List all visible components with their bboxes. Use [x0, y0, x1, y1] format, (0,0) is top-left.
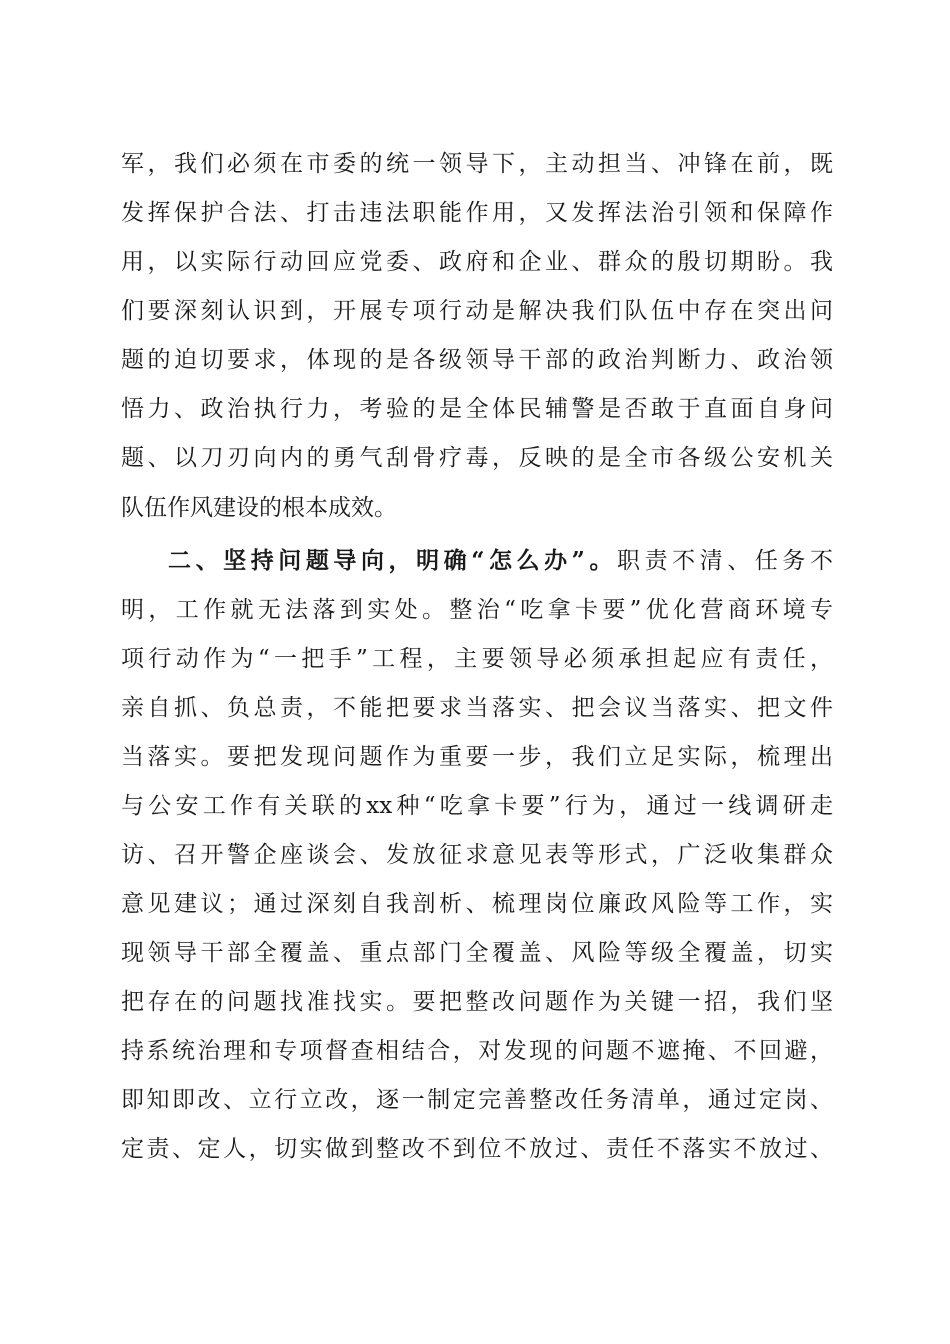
text-line: 定责、定人，切实做到整改不到位不放过、责任不落实不放过、 [121, 1136, 833, 1162]
text-line: 把存在的问题找准找实。要把整改问题作为关键一招，我们坚 [121, 989, 833, 1015]
text-line: 明，工作就无法落到实处。整治“吃拿卡要”优化营商环境专 [121, 597, 833, 623]
section-heading-continuation: 职责不清、任务不 [617, 548, 833, 574]
text-line: 队伍作风建设的根本成效。 [121, 495, 397, 521]
text-line: 与公安工作有关联的xx种“吃拿卡要”行为，通过一线调研走 [121, 793, 833, 819]
text-line: 现领导干部全覆盖、重点部门全覆盖、风险等级全覆盖，切实 [121, 940, 833, 966]
text-line: 亲自抓、负总责，不能把要求当落实、把会议当落实、把文件 [121, 695, 833, 721]
text-line: 访、召开警企座谈会、发放征求意见表等形式，广泛收集群众 [121, 842, 833, 868]
text-line: 即知即改、立行立改，逐一制定完善整改任务清单，通过定岗、 [121, 1087, 833, 1113]
text-line: 题的迫切要求，体现的是各级领导干部的政治判断力、政治领 [121, 347, 833, 373]
text-line: 当落实。要把发现问题作为重要一步，我们立足实际，梳理出 [121, 744, 833, 770]
text-line: 题、以刀刃向内的勇气刮骨疗毒，反映的是全市各级公安机关 [121, 445, 833, 471]
text-line: 持系统治理和专项督查相结合，对发现的问题不遮掩、不回避， [121, 1038, 833, 1064]
text-line: 悟力、政治执行力，考验的是全体民辅警是否敢于直面自身问 [121, 396, 833, 422]
text-line: 意见建议；通过深刻自我剖析、梳理岗位廉政风险等工作，实 [121, 891, 833, 917]
section-heading: 二、坚持问题导向，明确“怎么办”。 [168, 547, 618, 574]
text-line: 发挥保护合法、打击违法职能作用，又发挥法治引领和保障作 [121, 200, 833, 226]
text-line: 们要深刻认识到，开展专项行动是解决我们队伍中存在突出问 [121, 298, 833, 324]
text-line: 军，我们必须在市委的统一领导下，主动担当、冲锋在前，既 [121, 151, 833, 177]
text-line: 用，以实际行动回应党委、政府和企业、群众的殷切期盼。我 [121, 249, 833, 275]
text-line: 项行动作为“一把手”工程，主要领导必须承担起应有责任， [121, 646, 833, 672]
section-heading-line [168, 544, 833, 578]
